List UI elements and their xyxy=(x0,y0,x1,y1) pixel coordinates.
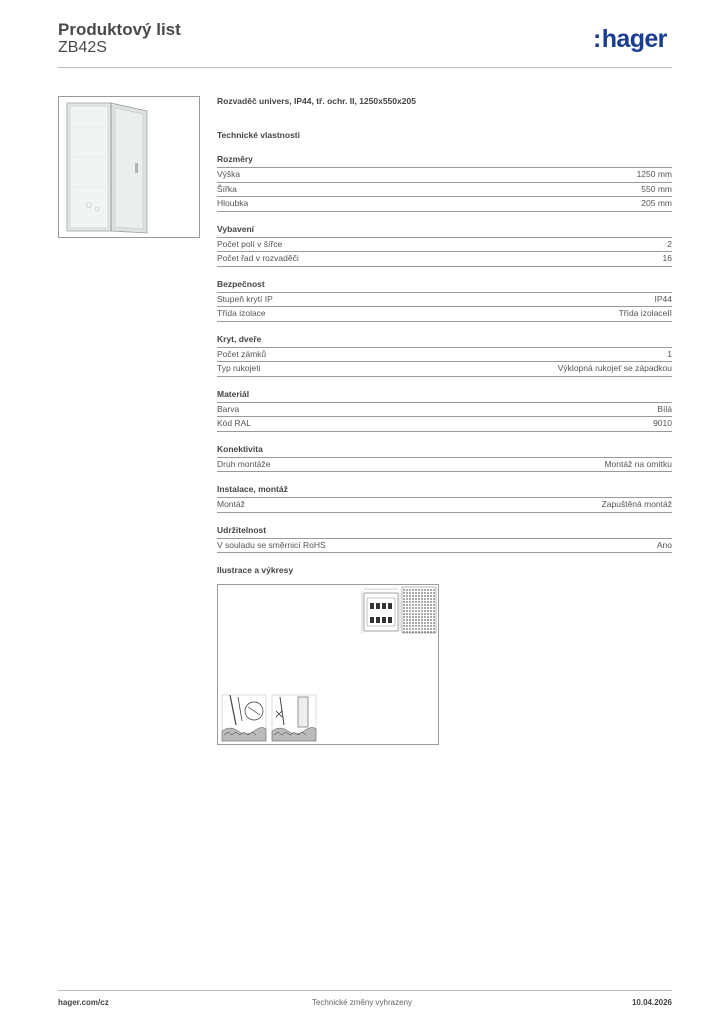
property-group-title: Konektivita xyxy=(217,444,672,458)
property-row xyxy=(217,293,672,308)
property-group xyxy=(217,154,672,212)
property-value: 1 xyxy=(667,348,672,359)
property-row xyxy=(217,252,672,267)
property-group xyxy=(217,525,672,554)
property-label: V souladu se směrnicí RoHS xyxy=(217,539,326,550)
property-group xyxy=(217,224,672,267)
dimension-drawing-icon xyxy=(362,589,400,633)
product-code: ZB42S xyxy=(58,39,107,56)
property-row xyxy=(217,183,672,198)
footer-note: Technické změny vyhrazeny xyxy=(311,998,413,1007)
property-value: 1250 mm xyxy=(636,169,672,179)
property-value: Zapuštěná montáž xyxy=(601,499,672,509)
footer-divider xyxy=(58,990,672,991)
property-group xyxy=(217,389,672,432)
illustrations-heading: Ilustrace a výkresy xyxy=(217,565,294,575)
property-group-title: Instalace, montáž xyxy=(217,484,672,498)
specification-table-icon xyxy=(402,587,436,633)
property-value: 2 xyxy=(667,238,672,249)
logo-text: hager xyxy=(601,25,667,53)
property-group xyxy=(217,484,672,513)
illustrations-canvas xyxy=(218,585,438,744)
property-label: Kód RAL xyxy=(217,418,252,428)
page-title: Produktový list xyxy=(58,20,181,39)
property-group xyxy=(217,279,672,322)
property-row xyxy=(217,403,672,418)
property-row xyxy=(217,238,672,253)
property-value: Bílá xyxy=(657,403,672,414)
property-row xyxy=(217,539,672,554)
cabinet-photo-icon xyxy=(59,97,199,237)
property-label: Počet polí v šířce xyxy=(217,238,283,249)
property-row xyxy=(217,197,672,212)
property-label: Barva xyxy=(217,403,240,414)
property-label: Typ rukojeti xyxy=(217,363,261,373)
property-label: Třída izolace xyxy=(217,308,266,318)
property-group-title: Materiál xyxy=(217,389,672,403)
technical-properties-heading: Technické vlastnosti xyxy=(217,130,300,140)
property-group-title: Udržitelnost xyxy=(217,525,672,539)
property-group-title: Kryt, dveře xyxy=(217,334,672,348)
property-value: Ano xyxy=(656,539,672,550)
hager-logo: :hager xyxy=(593,25,667,53)
property-label: Počet řad v rozvaděči xyxy=(217,253,299,263)
property-label: Druh montáže xyxy=(217,458,271,469)
property-value: Výklopná rukojeť se západkou xyxy=(557,363,672,373)
property-value: 550 mm xyxy=(641,183,672,194)
property-value: IP44 xyxy=(654,293,672,304)
product-details xyxy=(217,96,672,575)
properties-list xyxy=(217,154,672,553)
product-description: Rozvaděč univers, IP44, tř. ochr. II, 1250x550x205 xyxy=(217,96,416,106)
property-group-title: Rozměry xyxy=(217,154,672,168)
installation-drawing-icon xyxy=(222,695,316,741)
property-label: Stupeň krytí IP xyxy=(217,293,273,304)
footer-website: hager.com/cz xyxy=(58,998,109,1007)
property-label: Počet zámků xyxy=(217,348,267,359)
property-row xyxy=(217,458,672,473)
illustrations-box xyxy=(217,584,439,745)
property-row xyxy=(217,168,672,183)
header-divider xyxy=(58,67,672,68)
property-value: 9010 xyxy=(653,418,672,428)
property-value: Třída izolaceII xyxy=(618,308,672,318)
property-value: Montáž na omítku xyxy=(604,458,672,469)
property-value: 16 xyxy=(662,253,672,263)
footer-date: 10.04.2026 xyxy=(631,998,672,1007)
property-group xyxy=(217,334,672,377)
property-row xyxy=(217,362,672,377)
property-label: Výška xyxy=(217,169,241,179)
property-label: Montáž xyxy=(217,499,245,509)
property-row xyxy=(217,348,672,363)
property-row xyxy=(217,417,672,432)
property-row xyxy=(217,498,672,513)
property-group xyxy=(217,444,672,473)
property-label: Šířka xyxy=(217,183,237,194)
property-row xyxy=(217,307,672,322)
property-group-title: Vybavení xyxy=(217,224,672,238)
product-photo xyxy=(58,96,200,238)
property-group-title: Bezpečnost xyxy=(217,279,672,293)
property-value: 205 mm xyxy=(641,198,672,208)
property-label: Hloubka xyxy=(217,198,249,208)
